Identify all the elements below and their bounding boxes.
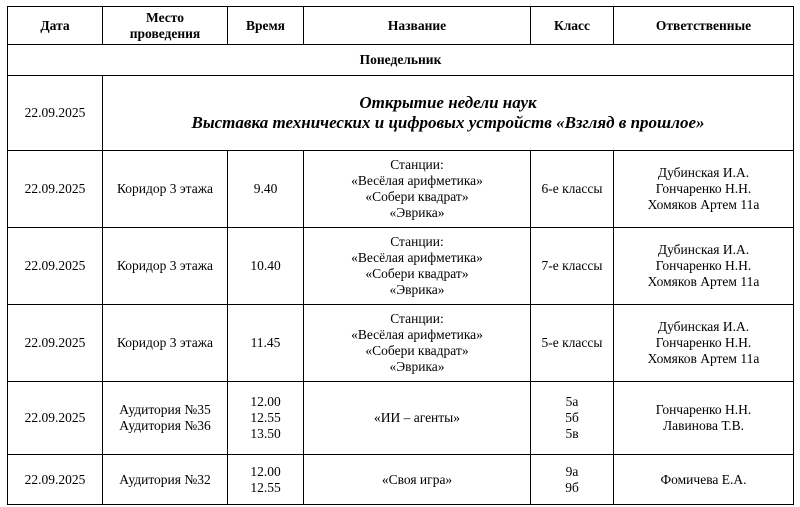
cell-class-line: 5а <box>565 394 579 409</box>
cell-responsible <box>614 382 794 455</box>
table-row <box>8 382 794 455</box>
cell-class <box>531 455 614 505</box>
cell-time <box>228 305 304 382</box>
cell-event-name-line: Станции: <box>390 234 444 249</box>
header-time: Время <box>228 7 304 45</box>
cell-event-name-line: «Весёлая арифметика» <box>351 173 483 188</box>
day-row <box>8 45 794 76</box>
schedule-table <box>7 6 794 505</box>
cell-date: 22.09.2025 <box>8 305 103 382</box>
cell-responsible-line: Хомяков Артем 11а <box>647 274 760 289</box>
cell-class-line: 9б <box>565 479 579 495</box>
cell-place-line: Аудитория №32 <box>119 471 211 487</box>
cell-class <box>531 305 614 382</box>
cell-class-line: 5-е классы <box>541 335 603 350</box>
header-responsible: Ответственные <box>614 7 794 45</box>
cell-responsible-line: Хомяков Артем 11а <box>647 197 760 212</box>
cell-place <box>103 382 228 455</box>
cell-class <box>531 382 614 455</box>
table-row <box>8 455 794 505</box>
cell-event-name-line: Станции: <box>390 157 444 172</box>
cell-place-line: Аудитория №36 <box>119 418 211 433</box>
cell-class-line: 5в <box>565 426 579 441</box>
cell-class <box>531 151 614 228</box>
cell-place <box>103 228 228 305</box>
cell-event-name <box>304 382 531 455</box>
cell-place <box>103 455 228 505</box>
cell-place <box>103 305 228 382</box>
header-date: Дата <box>8 7 103 45</box>
cell-time <box>228 228 304 305</box>
cell-time <box>228 382 304 455</box>
opening-date: 22.09.2025 <box>8 76 103 151</box>
cell-responsible <box>614 305 794 382</box>
opening-banner <box>103 76 794 151</box>
cell-responsible-line: Гончаренко Н.Н. <box>655 402 752 417</box>
cell-time-line: 11.45 <box>250 335 281 350</box>
cell-place-line: Коридор 3 этажа <box>116 258 214 273</box>
cell-event-name-line: «Собери квадрат» <box>365 266 469 281</box>
cell-place-line: Коридор 3 этажа <box>116 335 214 350</box>
cell-responsible-line: Гончаренко Н.Н. <box>655 258 752 273</box>
cell-event-name-line: «Эврика» <box>389 205 445 220</box>
table-row <box>8 151 794 228</box>
cell-class-line: 9а <box>565 463 579 479</box>
cell-time-line: 12.00 <box>250 394 281 409</box>
cell-event-name <box>304 455 531 505</box>
opening-title-line1: Открытие недели наук <box>359 93 537 112</box>
cell-responsible-line: Фомичева Е.А. <box>660 471 747 487</box>
cell-date: 22.09.2025 <box>8 382 103 455</box>
cell-event-name-line: «Собери квадрат» <box>365 343 469 358</box>
cell-event-name-line: «Весёлая арифметика» <box>351 327 483 342</box>
cell-time-line: 9.40 <box>253 181 278 196</box>
header-row <box>8 7 794 45</box>
cell-time-line: 12.55 <box>250 410 281 425</box>
cell-event-name <box>304 151 531 228</box>
cell-time-line: 12.55 <box>250 479 281 495</box>
header-name: Название <box>304 7 531 45</box>
cell-time <box>228 151 304 228</box>
cell-event-name-line: «Весёлая арифметика» <box>351 250 483 265</box>
cell-place-line: Коридор 3 этажа <box>116 181 214 196</box>
cell-event-name-line: «Эврика» <box>389 359 445 374</box>
cell-responsible-line: Гончаренко Н.Н. <box>655 181 752 196</box>
cell-event-name-line: «Своя игра» <box>381 471 453 487</box>
cell-class-line: 6-е классы <box>541 181 603 196</box>
table-row <box>8 228 794 305</box>
cell-responsible-line: Хомяков Артем 11а <box>647 351 760 366</box>
cell-place-line: Аудитория №35 <box>119 402 211 417</box>
cell-class-line: 5б <box>565 410 579 425</box>
header-place-line1: Место <box>146 9 184 25</box>
cell-class <box>531 228 614 305</box>
cell-responsible <box>614 151 794 228</box>
cell-event-name <box>304 228 531 305</box>
cell-event-name-line: Станции: <box>390 311 444 326</box>
cell-event-name-line: «Собери квадрат» <box>365 189 469 204</box>
cell-responsible-line: Дубинская И.А. <box>657 165 750 180</box>
cell-date: 22.09.2025 <box>8 455 103 505</box>
cell-responsible-line: Дубинская И.А. <box>657 242 750 257</box>
cell-responsible <box>614 228 794 305</box>
cell-time-line: 10.40 <box>250 258 281 273</box>
header-class: Класс <box>531 7 614 45</box>
cell-time <box>228 455 304 505</box>
table-row <box>8 305 794 382</box>
cell-responsible-line: Дубинская И.А. <box>657 319 750 334</box>
cell-event-name-line: «ИИ – агенты» <box>373 410 461 425</box>
cell-event-name <box>304 305 531 382</box>
opening-row <box>8 76 794 151</box>
cell-responsible-line: Лавинова Т.В. <box>663 418 744 433</box>
cell-class-line: 7-е классы <box>541 258 603 273</box>
cell-date: 22.09.2025 <box>8 151 103 228</box>
cell-date: 22.09.2025 <box>8 228 103 305</box>
cell-time-line: 13.50 <box>250 426 281 441</box>
cell-time-line: 12.00 <box>250 463 281 479</box>
header-place-line2: проведения <box>129 25 201 41</box>
day-label: Понедельник <box>8 45 794 76</box>
opening-title-line2: Выставка технических и цифровых устройств «Взгляд в прошлое» <box>191 113 705 132</box>
cell-responsible-line: Гончаренко Н.Н. <box>655 335 752 350</box>
cell-responsible <box>614 455 794 505</box>
cell-place <box>103 151 228 228</box>
schedule-container <box>7 6 794 505</box>
cell-event-name-line: «Эврика» <box>389 282 445 297</box>
header-place <box>103 7 228 45</box>
